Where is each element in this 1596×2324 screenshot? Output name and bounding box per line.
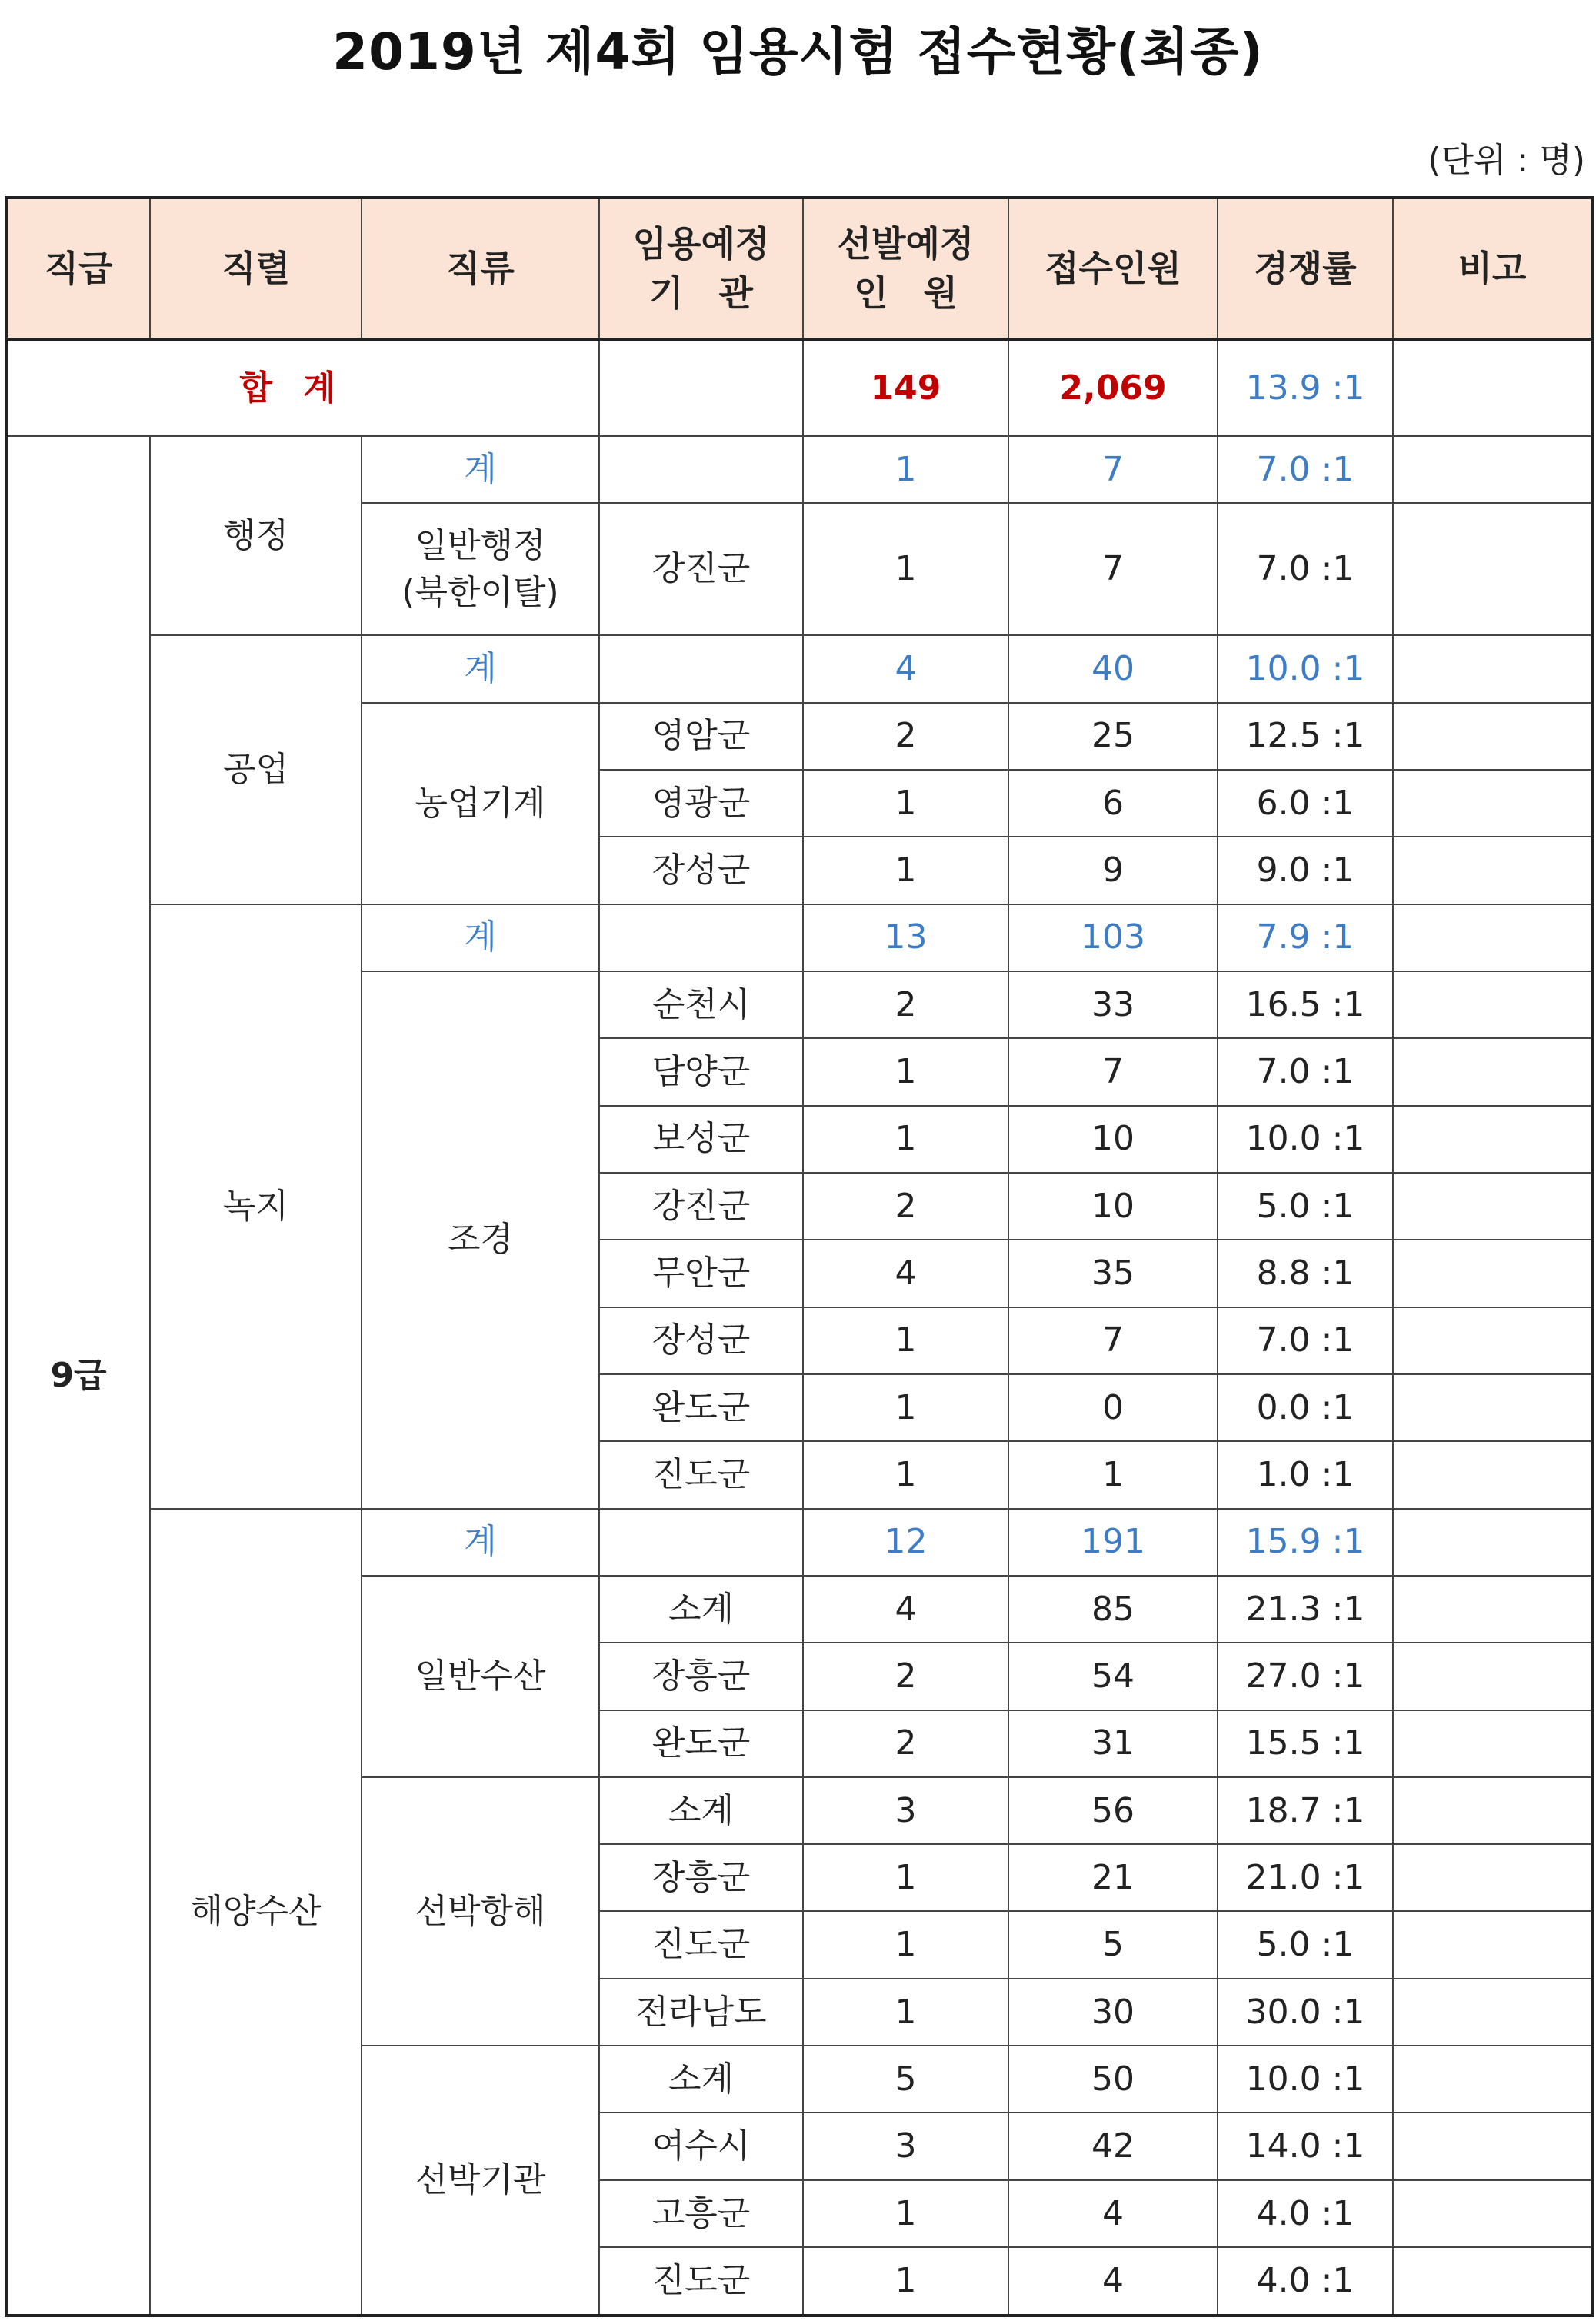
ratio-cell: 9.0 :1 <box>1218 837 1393 904</box>
sum-label: 계 <box>362 1509 599 1576</box>
agency-cell: 장성군 <box>599 1307 803 1374</box>
note-cell <box>1393 904 1592 971</box>
note-cell <box>1393 1374 1592 1441</box>
ratio-cell: 5.0 :1 <box>1218 1911 1393 1978</box>
sum-row-nokji <box>6 904 1592 971</box>
ratio-cell: 8.8 :1 <box>1218 1240 1393 1307</box>
agency-cell: 보성군 <box>599 1106 803 1173</box>
agency-cell: 영광군 <box>599 770 803 837</box>
header-ratio: 경쟁률 <box>1218 198 1393 339</box>
planned-cell: 5 <box>803 2046 1008 2113</box>
planned-cell: 1 <box>803 503 1008 635</box>
agency-cell: 담양군 <box>599 1038 803 1105</box>
series-haengjeong: 행정 <box>150 436 362 635</box>
ratio-cell: 7.0 :1 <box>1218 1307 1393 1374</box>
applicants-cell: 0 <box>1008 1374 1218 1441</box>
header-category: 직류 <box>362 198 599 339</box>
planned-cell: 1 <box>803 1106 1008 1173</box>
total-agency <box>599 339 803 436</box>
applicants-cell: 7 <box>1008 1307 1218 1374</box>
planned-cell: 3 <box>803 2113 1008 2179</box>
agency-cell: 강진군 <box>599 1173 803 1240</box>
agency-cell: 장흥군 <box>599 1643 803 1710</box>
note-cell <box>1393 1576 1592 1643</box>
applicants-cell: 10 <box>1008 1106 1218 1173</box>
sum-row-haengjeong <box>6 436 1592 503</box>
applicants-cell: 5 <box>1008 1911 1218 1978</box>
ratio-cell: 7.0 :1 <box>1218 503 1393 635</box>
note-cell <box>1393 837 1592 904</box>
total-row <box>6 339 1592 436</box>
applicants-cell: 7 <box>1008 1038 1218 1105</box>
planned-cell: 1 <box>803 1441 1008 1508</box>
planned-cell: 4 <box>803 1576 1008 1643</box>
sum-planned: 13 <box>803 904 1008 971</box>
sum-agency <box>599 436 803 503</box>
sum-agency <box>599 1509 803 1576</box>
ratio-cell: 21.3 :1 <box>1218 1576 1393 1643</box>
planned-cell: 1 <box>803 837 1008 904</box>
agency-cell: 무안군 <box>599 1240 803 1307</box>
grade-cell: 9급 <box>6 436 150 2316</box>
category-nongeop: 농업기계 <box>362 703 599 904</box>
ratio-cell: 12.5 :1 <box>1218 703 1393 770</box>
total-label: 합계 <box>6 339 599 436</box>
header-planned: 선발예정 인 원 <box>803 198 1008 339</box>
total-planned: 149 <box>803 339 1008 436</box>
ratio-cell: 4.0 :1 <box>1218 2247 1393 2316</box>
applicants-cell: 9 <box>1008 837 1218 904</box>
sum-applicants: 7 <box>1008 436 1218 503</box>
ratio-cell: 16.5 :1 <box>1218 971 1393 1038</box>
ratio-cell: 1.0 :1 <box>1218 1441 1393 1508</box>
applicants-cell: 21 <box>1008 1844 1218 1911</box>
note-cell <box>1393 1307 1592 1374</box>
planned-cell: 1 <box>803 770 1008 837</box>
agency-cell: 전라남도 <box>599 1979 803 2046</box>
ratio-cell: 10.0 :1 <box>1218 1106 1393 1173</box>
header-agency: 임용예정 기 관 <box>599 198 803 339</box>
planned-cell: 2 <box>803 1643 1008 1710</box>
category-seonbak-gigwan: 선박기관 <box>362 2046 599 2316</box>
header-series: 직렬 <box>150 198 362 339</box>
category-seonbak-hanghae: 선박항해 <box>362 1777 599 2046</box>
applicants-cell: 25 <box>1008 703 1218 770</box>
sum-ratio: 7.9 :1 <box>1218 904 1393 971</box>
planned-cell: 1 <box>803 1979 1008 2046</box>
applicants-cell: 10 <box>1008 1173 1218 1240</box>
planned-cell: 4 <box>803 1240 1008 1307</box>
page-title: 2019년 제4회 임용시험 접수현황(최종) <box>332 22 1264 82</box>
applicants-cell: 42 <box>1008 2113 1218 2179</box>
applicants-cell: 33 <box>1008 971 1218 1038</box>
agency-cell: 진도군 <box>599 2247 803 2316</box>
note-cell <box>1393 1038 1592 1105</box>
category-ilban-haengjeong: 일반행정 (북한이탈) <box>362 503 599 635</box>
agency-cell: 소계 <box>599 1777 803 1844</box>
planned-cell: 2 <box>803 971 1008 1038</box>
note-cell <box>1393 1643 1592 1710</box>
sum-ratio: 7.0 :1 <box>1218 436 1393 503</box>
applicants-cell: 4 <box>1008 2247 1218 2316</box>
applicants-cell: 85 <box>1008 1576 1218 1643</box>
note-cell <box>1393 436 1592 503</box>
planned-cell: 1 <box>803 2180 1008 2247</box>
planned-cell: 1 <box>803 1307 1008 1374</box>
ratio-cell: 21.0 :1 <box>1218 1844 1393 1911</box>
sum-label: 계 <box>362 904 599 971</box>
planned-cell: 1 <box>803 1038 1008 1105</box>
applicants-cell: 35 <box>1008 1240 1218 1307</box>
planned-cell: 1 <box>803 1374 1008 1441</box>
agency-cell: 소계 <box>599 1576 803 1643</box>
planned-cell: 1 <box>803 2247 1008 2316</box>
applicants-cell: 56 <box>1008 1777 1218 1844</box>
series-haeyang: 해양수산 <box>150 1509 362 2316</box>
applicants-cell: 4 <box>1008 2180 1218 2247</box>
sum-label: 계 <box>362 436 599 503</box>
sum-planned: 4 <box>803 635 1008 702</box>
ratio-cell: 30.0 :1 <box>1218 1979 1393 2046</box>
agency-cell: 여수시 <box>599 2113 803 2179</box>
sum-planned: 12 <box>803 1509 1008 1576</box>
category-ilban-susan: 일반수산 <box>362 1576 599 1777</box>
note-cell <box>1393 2113 1592 2179</box>
ratio-cell: 27.0 :1 <box>1218 1643 1393 1710</box>
ratio-cell: 0.0 :1 <box>1218 1374 1393 1441</box>
sum-row-gongeop <box>6 635 1592 702</box>
recruitment-table <box>5 196 1594 2317</box>
sum-ratio: 10.0 :1 <box>1218 635 1393 702</box>
agency-cell: 장성군 <box>599 837 803 904</box>
agency-cell: 순천시 <box>599 971 803 1038</box>
sum-ratio: 15.9 :1 <box>1218 1509 1393 1576</box>
ratio-cell: 14.0 :1 <box>1218 2113 1393 2179</box>
agency-cell: 완도군 <box>599 1710 803 1777</box>
series-gongeop: 공업 <box>150 635 362 904</box>
note-cell <box>1393 770 1592 837</box>
sum-applicants: 103 <box>1008 904 1218 971</box>
applicants-cell: 6 <box>1008 770 1218 837</box>
header-note: 비고 <box>1393 198 1592 339</box>
ratio-cell: 7.0 :1 <box>1218 1038 1393 1105</box>
note-cell <box>1393 1979 1592 2046</box>
planned-cell: 1 <box>803 1844 1008 1911</box>
ratio-cell: 4.0 :1 <box>1218 2180 1393 2247</box>
note-cell <box>1393 1106 1592 1173</box>
ratio-cell: 10.0 :1 <box>1218 2046 1393 2113</box>
applicants-cell: 31 <box>1008 1710 1218 1777</box>
applicants-cell: 54 <box>1008 1643 1218 1710</box>
unit-label: (단위 : 명) <box>1428 141 1585 180</box>
note-cell <box>1393 1240 1592 1307</box>
note-cell <box>1393 2180 1592 2247</box>
note-cell <box>1393 503 1592 635</box>
total-note <box>1393 339 1592 436</box>
sum-planned: 1 <box>803 436 1008 503</box>
agency-cell: 영암군 <box>599 703 803 770</box>
agency-cell: 고흥군 <box>599 2180 803 2247</box>
sum-label: 계 <box>362 635 599 702</box>
category-jogyeong: 조경 <box>362 971 599 1509</box>
ratio-cell: 5.0 :1 <box>1218 1173 1393 1240</box>
planned-cell: 2 <box>803 1173 1008 1240</box>
series-nokji: 녹지 <box>150 904 362 1509</box>
note-cell <box>1393 1710 1592 1777</box>
ratio-cell: 6.0 :1 <box>1218 770 1393 837</box>
agency-cell: 완도군 <box>599 1374 803 1441</box>
applicants-cell: 1 <box>1008 1441 1218 1508</box>
note-cell <box>1393 1911 1592 1978</box>
sum-agency <box>599 904 803 971</box>
applicants-cell: 30 <box>1008 1979 1218 2046</box>
planned-cell: 1 <box>803 1911 1008 1978</box>
header-row <box>6 198 1592 339</box>
planned-cell: 3 <box>803 1777 1008 1844</box>
planned-cell: 2 <box>803 703 1008 770</box>
note-cell <box>1393 635 1592 702</box>
ratio-cell: 18.7 :1 <box>1218 1777 1393 1844</box>
note-cell <box>1393 1441 1592 1508</box>
agency-cell: 진도군 <box>599 1441 803 1508</box>
agency-cell: 진도군 <box>599 1911 803 1978</box>
note-cell <box>1393 2247 1592 2316</box>
note-cell <box>1393 971 1592 1038</box>
sum-agency <box>599 635 803 702</box>
ratio-cell: 15.5 :1 <box>1218 1710 1393 1777</box>
header-applicants: 접수인원 <box>1008 198 1218 339</box>
total-ratio: 13.9 :1 <box>1218 339 1393 436</box>
sum-applicants: 191 <box>1008 1509 1218 1576</box>
agency-cell: 소계 <box>599 2046 803 2113</box>
agency-cell: 장흥군 <box>599 1844 803 1911</box>
note-cell <box>1393 703 1592 770</box>
sum-applicants: 40 <box>1008 635 1218 702</box>
header-grade: 직급 <box>6 198 150 339</box>
note-cell <box>1393 1777 1592 1844</box>
planned-cell: 2 <box>803 1710 1008 1777</box>
note-cell <box>1393 2046 1592 2113</box>
applicants-cell: 7 <box>1008 503 1218 635</box>
agency-cell: 강진군 <box>599 503 803 635</box>
sum-row-haeyang <box>6 1509 1592 1576</box>
total-applicants: 2,069 <box>1008 339 1218 436</box>
note-cell <box>1393 1173 1592 1240</box>
applicants-cell: 50 <box>1008 2046 1218 2113</box>
note-cell <box>1393 1509 1592 1576</box>
note-cell <box>1393 1844 1592 1911</box>
